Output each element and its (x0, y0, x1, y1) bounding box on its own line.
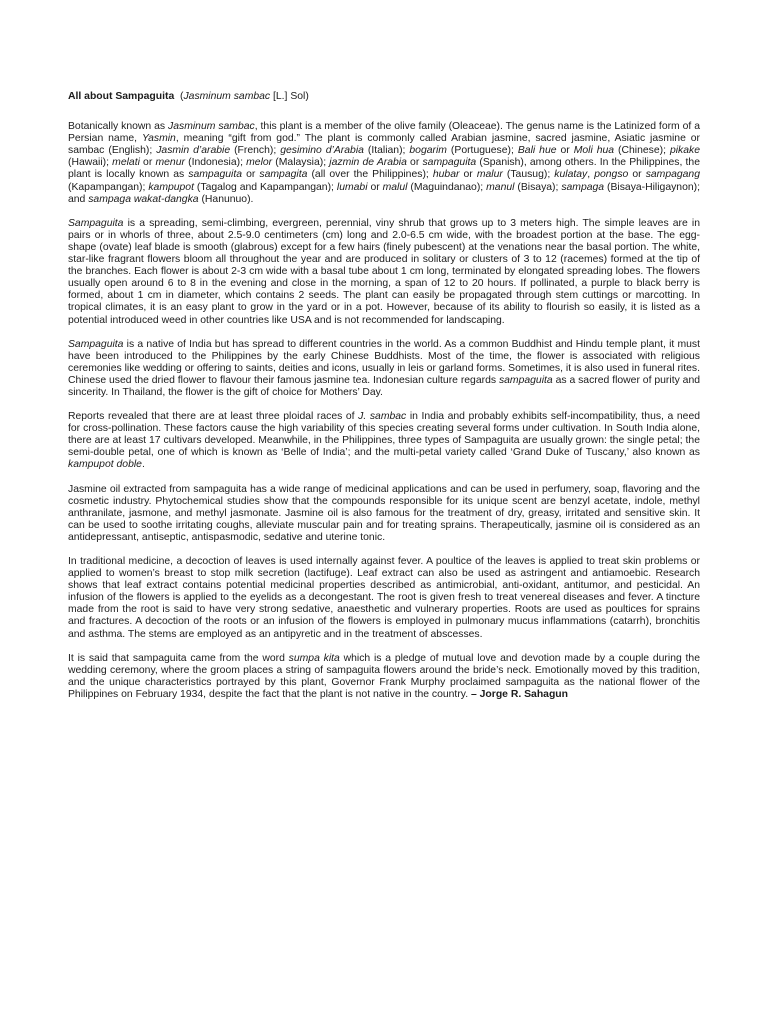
italic-term: pongso (594, 169, 629, 181)
italic-term: kulatay (554, 169, 588, 181)
text-run: (Hanunuo). (198, 193, 254, 205)
body-text (68, 121, 700, 701)
italic-term: kampupot (148, 181, 194, 193)
italic-term: sumpa kita (288, 652, 340, 664)
text-run: (Tagalog and Kapampangan); (193, 181, 337, 193)
text-run: (French); (230, 145, 281, 157)
text-run: (Portuguese); (446, 145, 518, 157)
text-run: (Bisaya); (514, 181, 562, 193)
text-run: (Italian); (363, 145, 410, 157)
text-run: or (242, 169, 260, 181)
title-main: All about Sampaguita (68, 91, 175, 102)
title-scientific-name: Jasminum sambac (183, 91, 271, 102)
italic-term: Bali hue (517, 145, 557, 157)
text-run: (Spanish), among others. In the Philippines, the plant is locally known as (68, 157, 700, 181)
text-run: is a spreading, semi-climbing, evergreen, perennial, viny shrub that grows up to 3 meters high. The simple leaves are in pairs or in whorls of three, about 2.5-9.0 centimeters (cm) long and 2.0-6.5 cm wide, with the broadest portion at the base. The egg-shape (ovate) leaf blade is smooth (glabrous) except for a few hairs (finely pubescent) at the venations near the basal portion. The white, star-like fragrant flowers bloom all throughout the year and are produced in solitary or clusters of 3 to 12 (racemes) formed at the tip of the branches. Each flower is about 2-3 cm wide with a basal tube about 1 cm long, terminated by elongated spreading lobes. The flowers usually open around 6 to 8 in the evening and close in the morning, a span of 12 to 20 hours. If pollinated, a purple to black berry is formed, about 1 cm in diameter, which contains 2 seeds. The plant can easily be propagated through stem cuttings or marcotting. In tropical climates, it is an easy plant to grow in the yard or in a pot. However, because of its ability to flourish so easily, it is listed as a potential introduced weed in other countries like USA and is not recommended for landscaping. (68, 217, 700, 326)
title-open: ( (180, 91, 184, 102)
text-run: in India and probably exhibits self-incompatibility, thus, a need for cross-pollination. These factors cause the high variability of this species creating several forms under cultivation. In South India alone, there are at least 17 cultivars developed. Meanwhile, in the Philippines, three types of Sampaguita are usually grown: the single petal; the semi-double petal, one of which is known as ‘Belle of India’; and the multi-petal variety called ‘Grand Duke of Tuscany,’ also known as (68, 411, 700, 459)
italic-term: sampaguita (498, 374, 553, 386)
text-run: (Tausug); (502, 169, 555, 181)
italic-term: bogarim (409, 145, 447, 157)
text-run: , (587, 169, 595, 181)
author-signature: – Jorge R. Sahagun (470, 688, 568, 700)
italic-term: Yasmin (141, 133, 176, 145)
text-run: (Bisaya-Hiligaynon); and (68, 181, 700, 205)
italic-term: sampaguita (422, 157, 477, 169)
paragraph (68, 653, 700, 701)
italic-term: sampagita (259, 169, 308, 181)
italic-term: gesimino d’Arabia (280, 145, 364, 157)
text-run: or (406, 157, 423, 169)
italic-term: manul (486, 181, 515, 193)
text-run: (Maguindanao); (407, 181, 487, 193)
text-run: or (139, 157, 156, 169)
italic-term: sampaga wakat-dangka (88, 193, 199, 205)
italic-term: sampaguita (188, 169, 243, 181)
italic-term: lumabi (336, 181, 368, 193)
text-run: In traditional medicine, a decoction of leaves is used internally against fever. A poultice of the leaves is applied to treat skin problems or applied to women’s breast to stop milk secretion (lactifuge). Leaf extract can also be used as astringent and antiamoebic. Research shows that leaf extract contains potential medicinal properties described as antimicrobial, anti-oxidant, antitumor, and pesticidal. An infusion of the flowers is applied to the eyelids as a decongestant. The root is given fresh to treat venereal diseases and fever. A tincture made from the root is said to have very strong sedative, anaesthetic and vulnerary properties. Roots are used as poultices for sprains and fractures. A decoction of the roots or an infusion of the flowers is employed in pulmonary mucus inflammations (catarrh), bronchitis and asthma. The stems are employed as an antipyretic and in the treatment of abscesses. (68, 556, 700, 640)
italic-term: Jasmin d’arabie (156, 145, 231, 157)
italic-term: malur (476, 169, 503, 181)
text-run: which is a pledge of mutual love and devotion made by a couple during the wedding ceremony, where the groom places a string of sampaguita flowers around the bride’s neck. Emotionally moved by this tradition, and the unique characteristics portrayed by this plant, Governor Frank Murphy proclaimed sampaguita as the national flower of the Philippines on February 1934, despite the fact that the plant is not native in the country. (68, 652, 700, 700)
paragraph (68, 411, 700, 471)
text-run: or (628, 169, 646, 181)
text-run: (Malaysia); (272, 157, 330, 169)
paragraph (68, 218, 700, 327)
italic-term: hubar (432, 169, 460, 181)
italic-term: pikake (669, 145, 701, 157)
text-run: as a sacred flower of purity and sincerity. In Thailand, the flower is the gift of choice for Mothers’ Day. (68, 374, 700, 398)
text-run: Botanically known as (68, 121, 169, 133)
text-run: or (367, 181, 383, 193)
text-run: (Chinese); (614, 145, 670, 157)
text-run: (all over the Philippines); (307, 169, 433, 181)
text-run: Reports revealed that there are at least three ploidal races of (68, 411, 359, 423)
text-run: (Kapampangan); (68, 181, 149, 193)
text-run: or (459, 169, 477, 181)
italic-term: malul (382, 181, 408, 193)
italic-term: Jasminum sambac (168, 121, 255, 133)
italic-term: Moli hua (573, 145, 615, 157)
paragraph (68, 121, 700, 206)
text-run: Jasmine oil extracted from sampaguita has a wide range of medicinal applications and can be used in perfumery, soap, flavoring and the cosmetic industry. Phytochemical studies show that the compounds responsible for its unique scent are benzyl acetate, indole, methyl anthranilate, jasmone, and methyl jasmonate. Jasmine oil is also famous for the treatment of dry, greasy, irritated and sensitive skin. It can be used to soothe irritating coughs, alleviate muscular pain and for treating sprains. Therapeutically, jasmine oil is considered as an antidepressant, antiseptic, antispasmodic, sedative and uterine tonic. (68, 483, 700, 543)
text-run: . (141, 459, 145, 471)
text-run: It is said that sampaguita came from the word (68, 652, 289, 664)
italic-term: Sampaguita (68, 217, 124, 229)
italic-term: melor (246, 157, 273, 169)
text-run: is a native of India but has spread to different countries in the world. As a common Buddhist and Hindu temple plant, it must have been introduced to the Philippines by the early Chinese Buddhists. Most of the time, the flower is associated with religious ceremonies like wedding or offering to saints, deities and icons, usually in leis or garland forms. Sometimes, it is also used in funeral rites. Chinese used the dried flower to flavour their famous jasmine tea. Indonesian culture regards (68, 338, 700, 386)
text-run: (Indonesia); (184, 157, 247, 169)
text-run: (Hawaii); (68, 157, 113, 169)
italic-term: J. sambac (358, 411, 407, 423)
paragraph (68, 339, 700, 399)
paragraph (68, 556, 700, 641)
text-run: or (556, 145, 574, 157)
document-page (68, 91, 700, 713)
italic-term: sampagang (645, 169, 700, 181)
text-run: , meaning “gift from god.” The plant is commonly called Arabian jasmine, sacred jasmine, Asiatic jasmine or sambac (English); (68, 133, 700, 157)
italic-term: kampupot doble (68, 459, 142, 471)
italic-term: menur (155, 157, 185, 169)
title-authority: [L.] Sol) (270, 91, 309, 102)
italic-term: melati (112, 157, 140, 169)
document-title (68, 91, 700, 103)
italic-term: sampaga (561, 181, 605, 193)
italic-term: jazmin de Arabia (329, 157, 407, 169)
paragraph (68, 484, 700, 544)
italic-term: Sampaguita (68, 338, 124, 350)
text-run: , this plant is a member of the olive family (Oleaceae). The genus name is the Latinized form of a Persian name, (68, 121, 701, 145)
